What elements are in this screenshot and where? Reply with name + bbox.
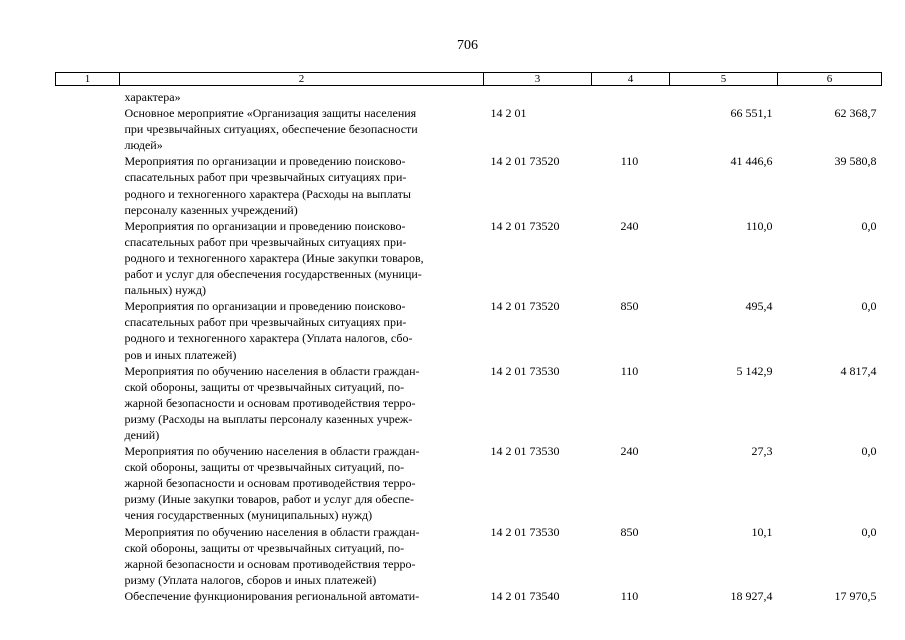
row-name-line: жарной безопасности и основам противодействия терро- — [124, 476, 416, 491]
row-value-col6-cell: 0,0 — [861, 444, 877, 459]
row-value-col5-cell: 18 927,4 — [730, 588, 773, 603]
row-expense-type-cell — [592, 105, 670, 153]
row-name-line: Мероприятия по организации и проведению поисково- — [124, 154, 406, 169]
row-number-cell — [56, 524, 120, 588]
row-name-line: родного и техногенного характера (Иные закупки товаров, — [124, 250, 424, 265]
column-header-5: 5 — [670, 73, 778, 86]
row-name-line: спасательных работ при чрезвычайных ситуациях при- — [124, 315, 407, 330]
table-body — [56, 86, 882, 605]
row-number-cell — [56, 298, 120, 362]
row-name-line: Основное мероприятие «Организация защиты населения — [124, 106, 417, 121]
row-name-cell — [120, 298, 484, 362]
table-row — [56, 443, 882, 523]
row-name-cell — [120, 105, 484, 153]
row-expense-type-cell — [592, 86, 670, 106]
row-number-cell — [56, 443, 120, 523]
row-expense-type-cell: 110 — [620, 154, 639, 169]
row-name-cell — [120, 86, 484, 106]
row-value-col6-cell: 17 970,5 — [834, 588, 877, 603]
row-value-col5-cell: 10,1 — [751, 524, 773, 539]
column-number-header-row — [56, 73, 882, 86]
row-number-cell — [56, 218, 120, 298]
row-name-line: спасательных работ при чрезвычайных ситуациях при- — [124, 234, 407, 249]
row-number-cell — [56, 105, 120, 153]
row-code-cell: 14 2 01 73540 — [490, 588, 560, 603]
row-name-line: Мероприятия по обучению населения в области граждан- — [124, 444, 420, 459]
table-row — [56, 218, 882, 298]
row-name-line: ризму (Уплата налогов, сборов и иных платежей) — [124, 572, 377, 587]
row-name-cell — [120, 443, 484, 523]
row-name-line: дений) — [124, 427, 160, 442]
row-name-line: Мероприятия по организации и проведению поисково- — [124, 299, 406, 314]
row-name-line: родного и техногенного характера (Уплата налогов, сбо- — [124, 331, 413, 346]
table-row — [56, 86, 882, 106]
row-name-line: ров и иных платежей) — [124, 347, 237, 362]
row-name-line: жарной безопасности и основам противодействия терро- — [124, 395, 416, 410]
table-row — [56, 298, 882, 362]
row-value-col5-cell: 41 446,6 — [730, 154, 773, 169]
row-name-line: спасательных работ при чрезвычайных ситуациях при- — [124, 170, 407, 185]
row-name-line: работ и услуг для обеспечения государственных (муници- — [124, 267, 422, 282]
column-header-6: 6 — [778, 73, 882, 86]
row-code-cell: 14 2 01 73530 — [490, 524, 560, 539]
row-name-line: Мероприятия по обучению населения в области граждан- — [124, 363, 420, 378]
column-header-4: 4 — [592, 73, 670, 86]
row-name-line: при чрезвычайных ситуациях, обеспечение безопасности — [124, 122, 418, 137]
row-code-cell: 14 2 01 73520 — [490, 299, 560, 314]
row-number-cell — [56, 86, 120, 106]
row-name-line: характера» — [124, 90, 181, 104]
page-number: 706 — [457, 38, 478, 53]
row-value-col6-cell — [778, 86, 882, 106]
row-name-cell — [120, 363, 484, 443]
row-value-col5-cell — [670, 86, 778, 106]
row-number-cell — [56, 153, 120, 217]
table-row — [56, 588, 882, 604]
row-value-col6-cell: 62 368,7 — [834, 106, 877, 121]
row-name-line: родного и техногенного характера (Расходы на выплаты — [124, 186, 411, 201]
budget-table — [55, 72, 882, 604]
row-name-line: ской обороны, защиты от чрезвычайных ситуаций, по- — [124, 460, 405, 475]
row-value-col6-cell: 0,0 — [861, 524, 877, 539]
row-name-cell — [120, 524, 484, 588]
row-value-col6-cell: 0,0 — [861, 299, 877, 314]
row-name-line: Обеспечение функционирования региональной автомати- — [124, 588, 420, 603]
row-name-line: ризму (Иные закупки товаров, работ и услуг для обеспе- — [124, 492, 414, 507]
column-header-2: 2 — [120, 73, 484, 86]
row-name-line: ской обороны, защиты от чрезвычайных ситуаций, по- — [124, 379, 405, 394]
row-expense-type-cell: 110 — [620, 588, 639, 603]
row-value-col5-cell: 495,4 — [745, 299, 773, 314]
row-value-col6-cell: 39 580,8 — [834, 154, 877, 169]
table-row — [56, 524, 882, 588]
row-expense-type-cell: 240 — [620, 444, 639, 459]
row-name-line: пальных) нужд) — [124, 283, 206, 298]
row-number-cell — [56, 363, 120, 443]
row-name-line: ской обороны, защиты от чрезвычайных ситуаций, по- — [124, 540, 405, 555]
row-expense-type-cell: 850 — [620, 524, 639, 539]
row-name-cell — [120, 153, 484, 217]
row-code-cell: 14 2 01 73530 — [490, 444, 560, 459]
row-code-cell — [484, 86, 592, 106]
row-name-line: персоналу казенных учреждений) — [124, 202, 298, 217]
row-value-col6-cell: 4 817,4 — [840, 363, 877, 378]
row-value-col5-cell: 5 142,9 — [736, 363, 773, 378]
table-row — [56, 105, 882, 153]
table-row — [56, 153, 882, 217]
row-name-line: Мероприятия по обучению населения в области граждан- — [124, 524, 420, 539]
row-name-line: людей» — [124, 138, 163, 153]
row-name-line: ризму (Расходы на выплаты персоналу казенных учреж- — [124, 411, 413, 426]
row-value-col5-cell: 110,0 — [745, 218, 773, 233]
row-code-cell: 14 2 01 73520 — [490, 154, 560, 169]
row-value-col5-cell: 66 551,1 — [730, 106, 773, 121]
table-row — [56, 363, 882, 443]
row-name-line: чения государственных (муниципальных) нужд) — [124, 508, 373, 523]
row-expense-type-cell: 110 — [620, 363, 639, 378]
row-code-cell: 14 2 01 73530 — [490, 363, 560, 378]
row-expense-type-cell: 850 — [620, 299, 639, 314]
row-expense-type-cell: 240 — [620, 218, 639, 233]
row-name-cell — [120, 588, 484, 604]
row-value-col5-cell: 27,3 — [751, 444, 773, 459]
row-name-cell — [120, 218, 484, 298]
column-header-1: 1 — [56, 73, 120, 86]
row-value-col6-cell: 0,0 — [861, 218, 877, 233]
row-name-line: жарной безопасности и основам противодействия терро- — [124, 556, 416, 571]
row-name-line: Мероприятия по организации и проведению поисково- — [124, 218, 406, 233]
row-number-cell — [56, 588, 120, 604]
row-code-cell: 14 2 01 73520 — [490, 218, 560, 233]
row-code-cell: 14 2 01 — [490, 106, 527, 121]
column-header-3: 3 — [484, 73, 592, 86]
